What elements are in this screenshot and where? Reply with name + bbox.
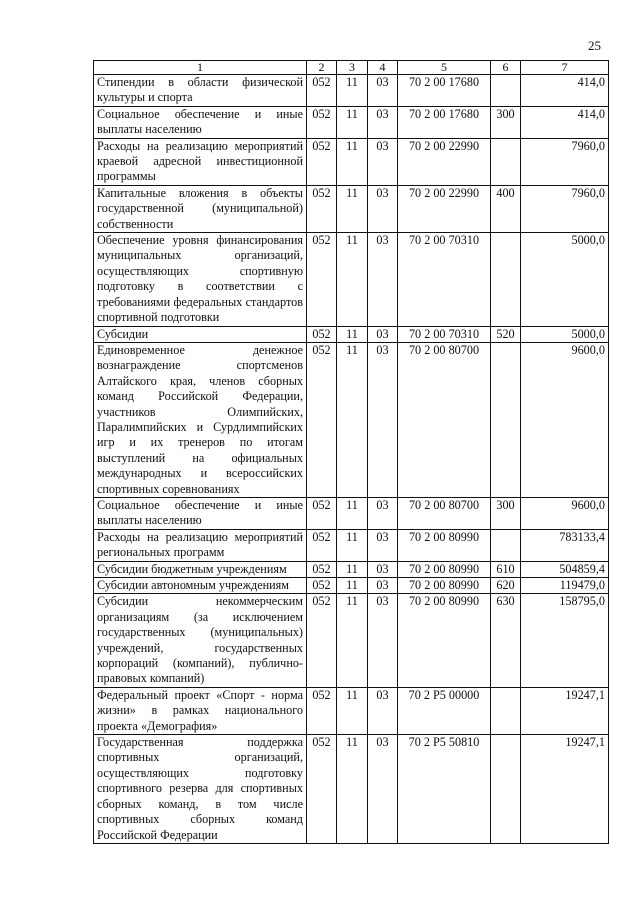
row-col-7: 9600,0 [521, 342, 609, 497]
row-col-3: 11 [337, 594, 368, 687]
row-name: Обеспечение уровня финансирования муниципальных организаций, осуществляющих спортивную подготовку в соответствии с требованиями федеральных стандартов спортивной подготовки [94, 233, 307, 326]
row-col-4: 03 [368, 185, 398, 232]
row-col-4: 03 [368, 233, 398, 326]
row-col-2: 052 [307, 594, 337, 687]
row-col-2: 052 [307, 138, 337, 185]
row-col-2: 052 [307, 326, 337, 342]
row-col-4: 03 [368, 578, 398, 594]
row-name: Субсидии автономным учреждениям [94, 578, 307, 594]
row-col-4: 03 [368, 342, 398, 497]
table-row [94, 75, 609, 107]
header-row [94, 61, 609, 75]
header-col-6: 6 [491, 61, 521, 75]
row-col-7: 5000,0 [521, 233, 609, 326]
table-row [94, 594, 609, 687]
header-col-7: 7 [521, 61, 609, 75]
row-col-5: 70 2 00 80700 [398, 342, 491, 497]
row-col-5: 70 2 P5 00000 [398, 687, 491, 734]
row-col-6 [491, 687, 521, 734]
row-col-3: 11 [337, 578, 368, 594]
row-col-5: 70 2 00 22990 [398, 185, 491, 232]
table-row [94, 106, 609, 138]
row-col-3: 11 [337, 529, 368, 561]
row-name: Субсидии некоммерческим организациям (за исключением государственных (муниципальных) учреждений, государственных корпораций (компаний), публично-правовых компаний) [94, 594, 307, 687]
row-col-4: 03 [368, 497, 398, 529]
row-col-2: 052 [307, 497, 337, 529]
row-col-5: 70 2 00 70310 [398, 326, 491, 342]
row-col-7: 414,0 [521, 106, 609, 138]
row-col-3: 11 [337, 185, 368, 232]
page-number: 25 [588, 38, 601, 53]
row-name: Субсидии [94, 326, 307, 342]
row-col-3: 11 [337, 106, 368, 138]
row-col-2: 052 [307, 735, 337, 844]
table-row [94, 578, 609, 594]
table-row [94, 326, 609, 342]
row-col-6: 630 [491, 594, 521, 687]
table-row [94, 735, 609, 844]
row-col-3: 11 [337, 687, 368, 734]
row-col-3: 11 [337, 342, 368, 497]
row-col-4: 03 [368, 326, 398, 342]
row-col-5: 70 2 00 80990 [398, 578, 491, 594]
table-row [94, 497, 609, 529]
table-row [94, 561, 609, 577]
row-name: Единовременное денежное вознаграждение спортсменов Алтайского края, членов сборных команд Российской Федерации, участников Олимпийских, Паралимпийских и Сурдлимпийских игр и их тренеров по итогам выступлений на официальных международных и всероссийских спортивных соревнованиях [94, 342, 307, 497]
row-col-5: 70 2 00 70310 [398, 233, 491, 326]
row-col-5: 70 2 00 80990 [398, 561, 491, 577]
row-col-3: 11 [337, 735, 368, 844]
row-col-3: 11 [337, 326, 368, 342]
row-col-3: 11 [337, 233, 368, 326]
table-row [94, 342, 609, 497]
row-col-6: 620 [491, 578, 521, 594]
row-col-6: 400 [491, 185, 521, 232]
row-col-4: 03 [368, 138, 398, 185]
row-name: Капитальные вложения в объекты государственной (муниципальной) собственности [94, 185, 307, 232]
table-row [94, 687, 609, 734]
row-col-7: 119479,0 [521, 578, 609, 594]
row-name: Стипендии в области физической культуры и спорта [94, 75, 307, 107]
row-col-6 [491, 75, 521, 107]
table-row [94, 529, 609, 561]
row-col-2: 052 [307, 578, 337, 594]
header-col-1: 1 [94, 61, 307, 75]
header-col-3: 3 [337, 61, 368, 75]
row-name: Субсидии бюджетным учреждениям [94, 561, 307, 577]
row-col-2: 052 [307, 75, 337, 107]
row-col-7: 783133,4 [521, 529, 609, 561]
row-col-6: 520 [491, 326, 521, 342]
row-col-6: 300 [491, 106, 521, 138]
row-name: Социальное обеспечение и иные выплаты населению [94, 106, 307, 138]
row-col-7: 5000,0 [521, 326, 609, 342]
row-col-4: 03 [368, 594, 398, 687]
row-col-5: 70 2 00 17680 [398, 75, 491, 107]
header-col-5: 5 [398, 61, 491, 75]
row-col-7: 504859,4 [521, 561, 609, 577]
row-col-4: 03 [368, 529, 398, 561]
row-col-7: 414,0 [521, 75, 609, 107]
row-col-3: 11 [337, 561, 368, 577]
row-col-2: 052 [307, 561, 337, 577]
row-col-7: 158795,0 [521, 594, 609, 687]
row-col-3: 11 [337, 75, 368, 107]
row-col-4: 03 [368, 106, 398, 138]
row-col-7: 7960,0 [521, 138, 609, 185]
row-col-6 [491, 138, 521, 185]
row-col-6 [491, 735, 521, 844]
row-col-7: 19247,1 [521, 735, 609, 844]
table-row [94, 138, 609, 185]
row-name: Федеральный проект «Спорт - норма жизни» в рамках национального проекта «Демография» [94, 687, 307, 734]
row-col-5: 70 2 00 80990 [398, 529, 491, 561]
row-col-7: 19247,1 [521, 687, 609, 734]
header-col-2: 2 [307, 61, 337, 75]
row-col-5: 70 2 00 80990 [398, 594, 491, 687]
row-col-4: 03 [368, 687, 398, 734]
row-name: Государственная поддержка спортивных организаций, осуществляющих подготовку спортивного резерва для спортивных сборных команд, в том числе спортивных сборных команд Российской Федерации [94, 735, 307, 844]
row-col-6 [491, 233, 521, 326]
row-col-4: 03 [368, 561, 398, 577]
row-col-5: 70 2 00 22990 [398, 138, 491, 185]
row-col-4: 03 [368, 75, 398, 107]
row-col-7: 7960,0 [521, 185, 609, 232]
header-col-4: 4 [368, 61, 398, 75]
row-col-7: 9600,0 [521, 497, 609, 529]
row-name: Социальное обеспечение и иные выплаты населению [94, 497, 307, 529]
row-col-2: 052 [307, 185, 337, 232]
table-body [94, 75, 609, 844]
row-col-2: 052 [307, 342, 337, 497]
table-row [94, 233, 609, 326]
budget-table [93, 60, 609, 844]
table-row [94, 185, 609, 232]
row-col-5: 70 2 P5 50810 [398, 735, 491, 844]
row-col-2: 052 [307, 529, 337, 561]
row-col-2: 052 [307, 106, 337, 138]
row-col-3: 11 [337, 497, 368, 529]
row-col-2: 052 [307, 233, 337, 326]
row-name: Расходы на реализацию мероприятий краевой адресной инвестиционной программы [94, 138, 307, 185]
row-col-3: 11 [337, 138, 368, 185]
row-col-6 [491, 342, 521, 497]
row-col-2: 052 [307, 687, 337, 734]
row-name: Расходы на реализацию мероприятий региональных программ [94, 529, 307, 561]
row-col-6: 610 [491, 561, 521, 577]
row-col-5: 70 2 00 80700 [398, 497, 491, 529]
row-col-6: 300 [491, 497, 521, 529]
row-col-4: 03 [368, 735, 398, 844]
row-col-5: 70 2 00 17680 [398, 106, 491, 138]
row-col-6 [491, 529, 521, 561]
